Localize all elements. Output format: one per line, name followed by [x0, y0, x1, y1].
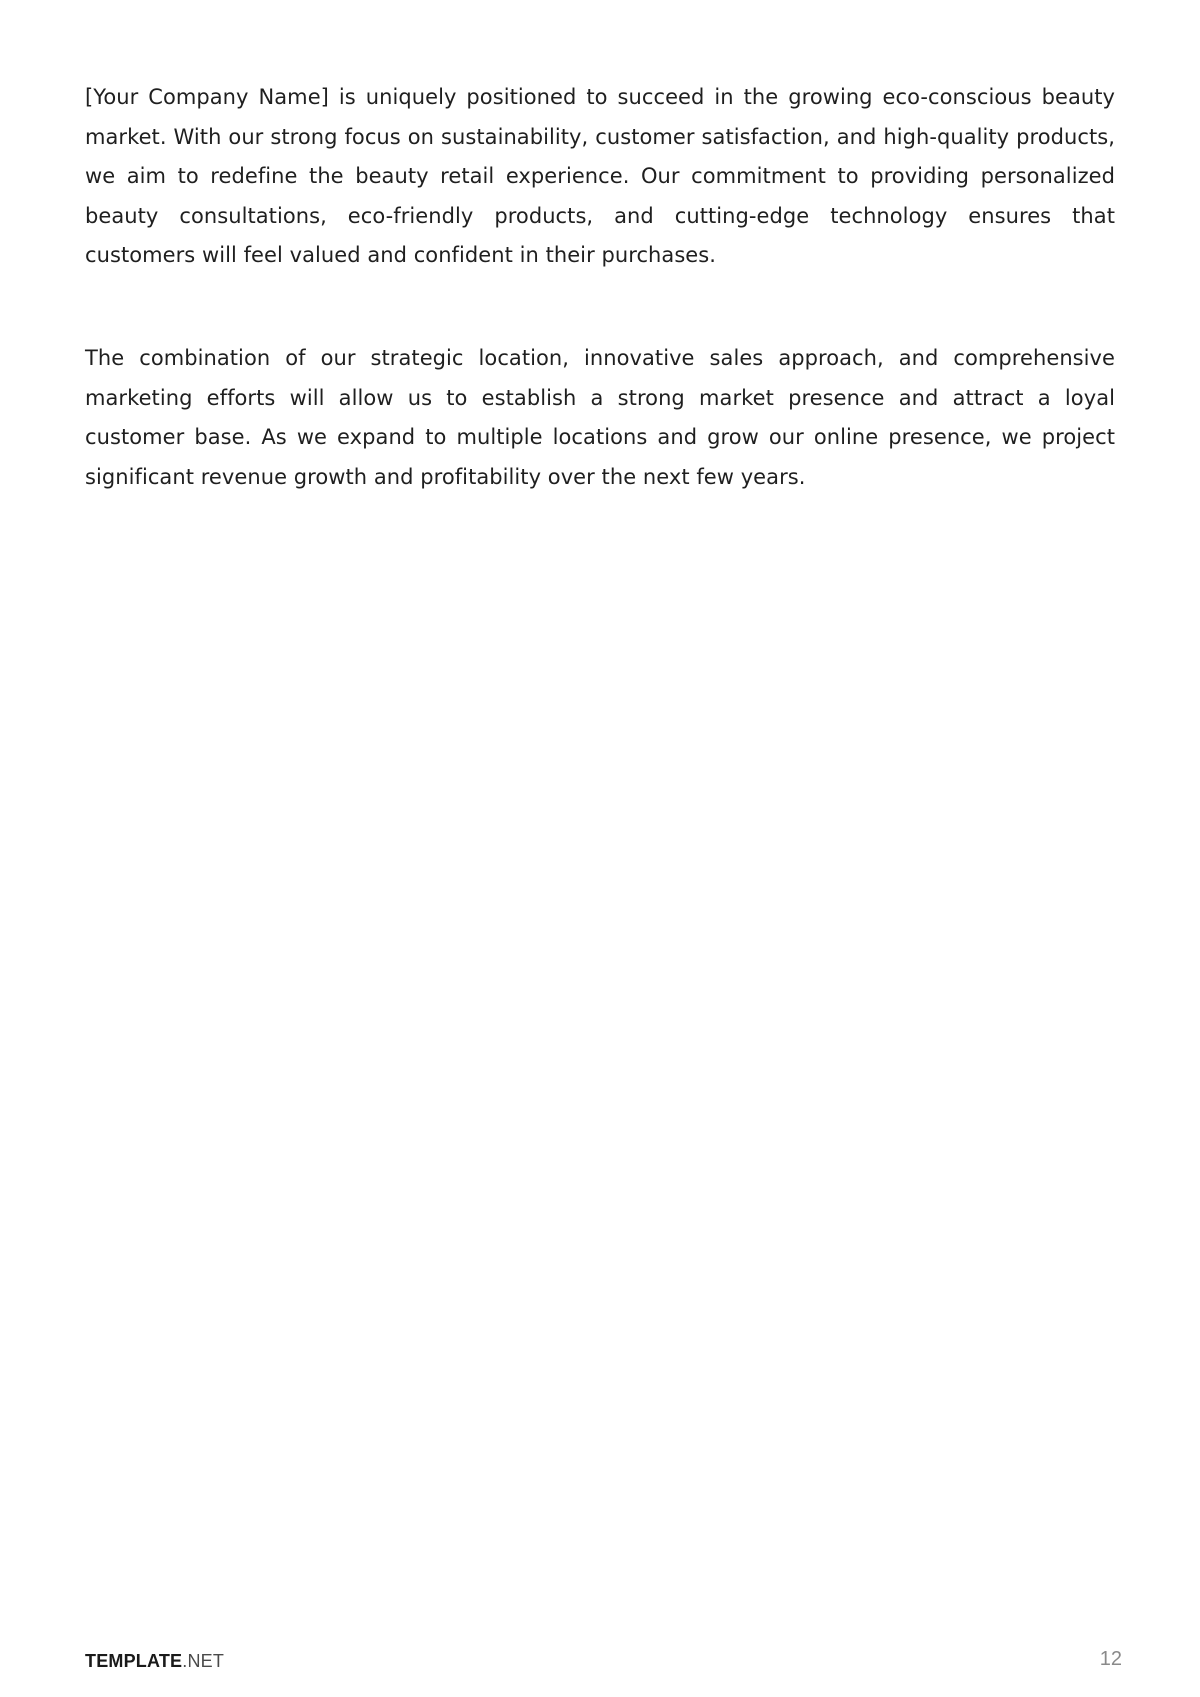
footer-brand-logo — [85, 1651, 224, 1672]
page-content — [85, 78, 1115, 497]
footer-brand-strong: TEMPLATE — [85, 1651, 183, 1671]
footer-brand-light: .NET — [182, 1651, 225, 1671]
page-number: 12 — [1099, 1648, 1122, 1670]
paragraph-2: The combination of our strategic location, innovative sales approach, and comprehensive marketing efforts will allow us to establish a strong market presence and attract a loyal customer base. As we expand to multiple locations and grow our online presence, we project significant revenue growth and profitability over the next few years. — [85, 345, 1115, 489]
paragraph-1: [Your Company Name] is uniquely positioned to succeed in the growing eco-conscious beauty market. With our strong focus on sustainability, customer satisfaction, and high-quality products, we aim to redefine the beauty retail experience. Our commitment to providing personalized beauty consultations, eco-friendly products, and cutting-edge technology ensures that customers will feel valued and confident in their purchases. — [85, 85, 1115, 268]
